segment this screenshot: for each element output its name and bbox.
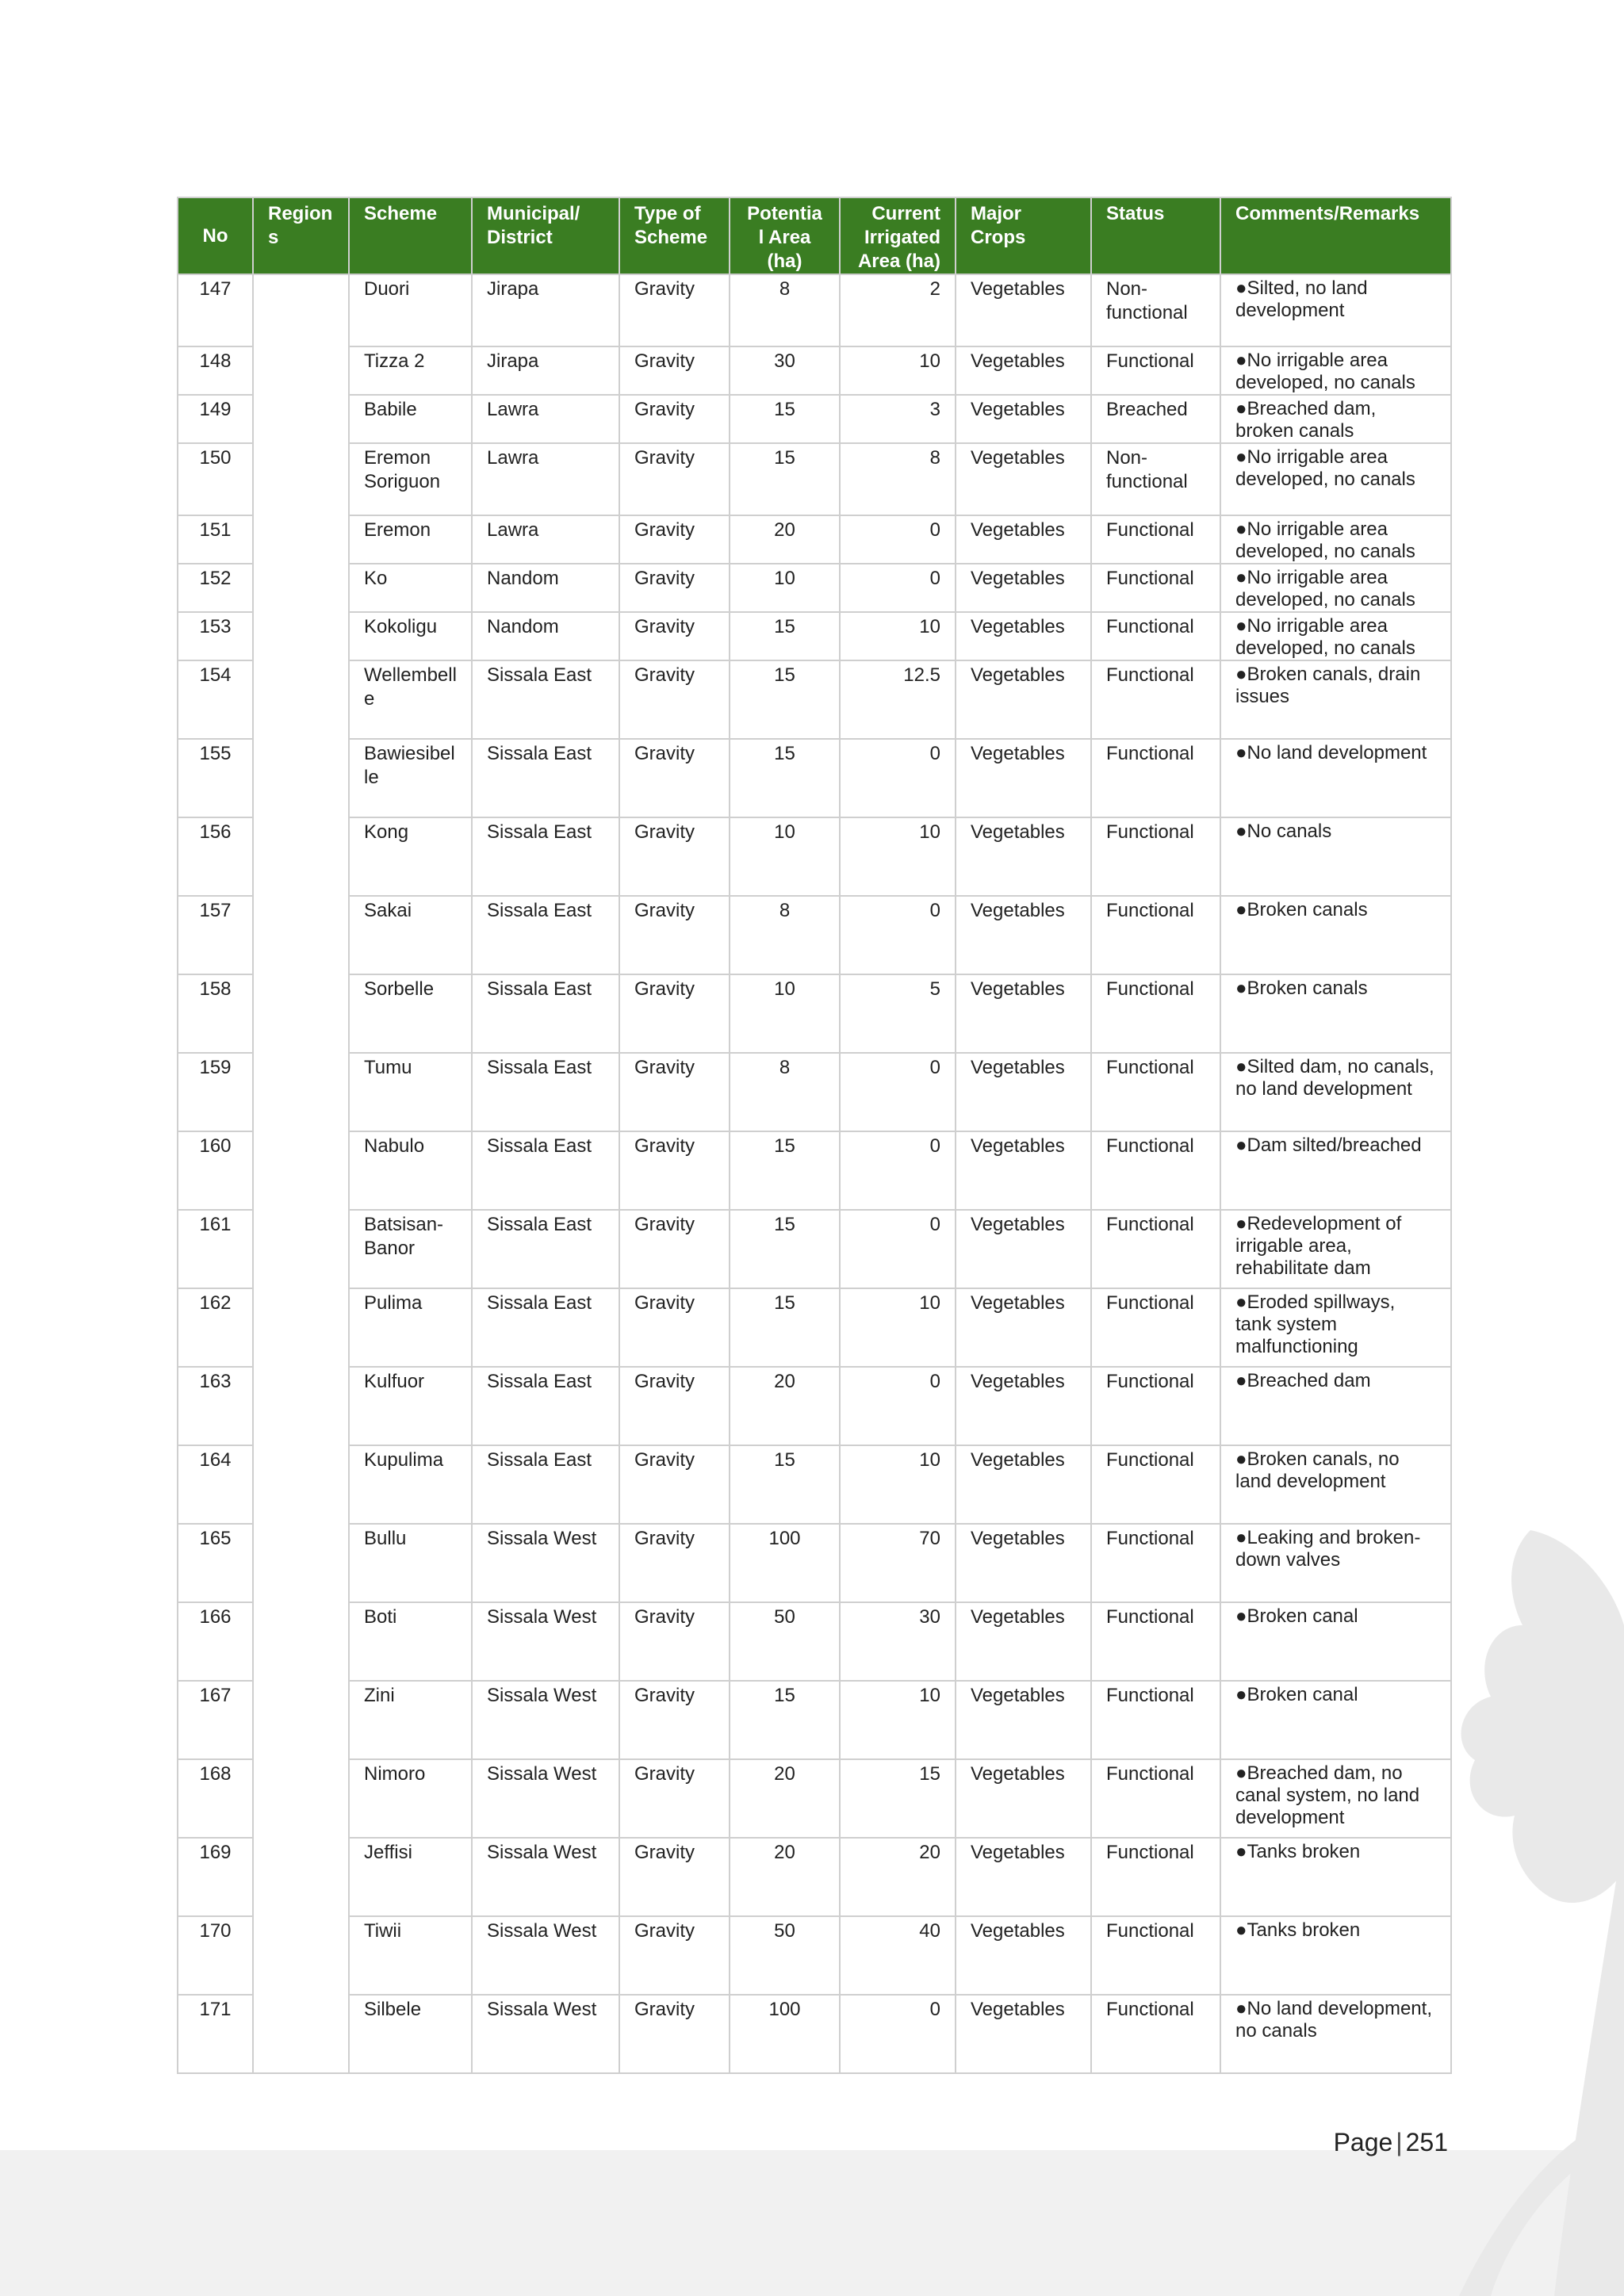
table-row xyxy=(178,1916,1451,1995)
cell-comments: ●Broken canals, drain issues xyxy=(1220,660,1451,739)
table-row xyxy=(178,612,1451,660)
table-row xyxy=(178,1602,1451,1681)
cell-scheme: Ko xyxy=(349,564,472,612)
cell-scheme: Tiwii xyxy=(349,1916,472,1995)
cell-potential-area: 100 xyxy=(730,1524,840,1602)
cell-potential-area: 15 xyxy=(730,1210,840,1288)
cell-current-area: 15 xyxy=(840,1759,956,1838)
header-type: Type of Scheme xyxy=(619,197,730,274)
cell-potential-area: 15 xyxy=(730,739,840,817)
cell-major-crops: Vegetables xyxy=(956,1524,1091,1602)
cell-status: Functional xyxy=(1091,896,1220,974)
cell-current-area: 0 xyxy=(840,515,956,564)
cell-scheme: Tumu xyxy=(349,1053,472,1131)
cell-comments: ●Tanks broken xyxy=(1220,1838,1451,1916)
cell-current-area: 2 xyxy=(840,274,956,346)
cell-scheme: Nabulo xyxy=(349,1131,472,1210)
cell-current-area: 0 xyxy=(840,564,956,612)
cell-type: Gravity xyxy=(619,564,730,612)
cell-municipal: Sissala East xyxy=(472,739,619,817)
cell-scheme: Bawiesibel le xyxy=(349,739,472,817)
cell-municipal: Sissala East xyxy=(472,1210,619,1288)
cell-current-area: 0 xyxy=(840,1210,956,1288)
cell-no: 156 xyxy=(178,817,253,896)
cell-no: 147 xyxy=(178,274,253,346)
cell-type: Gravity xyxy=(619,1210,730,1288)
cell-current-area: 0 xyxy=(840,1053,956,1131)
header-region: Region s xyxy=(253,197,349,274)
cell-type: Gravity xyxy=(619,1602,730,1681)
cell-major-crops: Vegetables xyxy=(956,1838,1091,1916)
cell-potential-area: 20 xyxy=(730,1838,840,1916)
cell-scheme: Wellembell e xyxy=(349,660,472,739)
cell-type: Gravity xyxy=(619,1445,730,1524)
page-number-value: 251 xyxy=(1405,2128,1448,2156)
cell-type: Gravity xyxy=(619,1759,730,1838)
table-row xyxy=(178,515,1451,564)
cell-comments: ●Breached dam, no canal system, no land development xyxy=(1220,1759,1451,1838)
table-row xyxy=(178,274,1451,346)
cell-municipal: Jirapa xyxy=(472,274,619,346)
cell-comments: ●Tanks broken xyxy=(1220,1916,1451,1995)
cell-status: Functional xyxy=(1091,739,1220,817)
cell-comments: ●No land development, no canals xyxy=(1220,1995,1451,2073)
cell-potential-area: 15 xyxy=(730,660,840,739)
cell-potential-area: 15 xyxy=(730,1288,840,1367)
cell-status: Functional xyxy=(1091,1995,1220,2073)
cell-status: Functional xyxy=(1091,1053,1220,1131)
cell-scheme: Bullu xyxy=(349,1524,472,1602)
cell-scheme: Kupulima xyxy=(349,1445,472,1524)
cell-no: 171 xyxy=(178,1995,253,2073)
cell-municipal: Nandom xyxy=(472,564,619,612)
cell-comments: ●Broken canals, no land development xyxy=(1220,1445,1451,1524)
cell-comments: ●Broken canals xyxy=(1220,974,1451,1053)
cell-potential-area: 20 xyxy=(730,515,840,564)
cell-comments: ●Redevelopment of irrigable area, rehabilitate dam xyxy=(1220,1210,1451,1288)
cell-scheme: Babile xyxy=(349,395,472,443)
cell-comments: ●Dam silted/breached xyxy=(1220,1131,1451,1210)
cell-potential-area: 15 xyxy=(730,1131,840,1210)
cell-municipal: Sissala West xyxy=(472,1838,619,1916)
cell-potential-area: 50 xyxy=(730,1602,840,1681)
cell-type: Gravity xyxy=(619,443,730,515)
cell-current-area: 0 xyxy=(840,1131,956,1210)
cell-current-area: 8 xyxy=(840,443,956,515)
cell-municipal: Nandom xyxy=(472,612,619,660)
cell-no: 166 xyxy=(178,1602,253,1681)
cell-comments: ●Broken canal xyxy=(1220,1681,1451,1759)
cell-municipal: Sissala West xyxy=(472,1916,619,1995)
cell-no: 151 xyxy=(178,515,253,564)
cell-type: Gravity xyxy=(619,1995,730,2073)
table-row xyxy=(178,1995,1451,2073)
table-row xyxy=(178,443,1451,515)
table-row xyxy=(178,1759,1451,1838)
cell-potential-area: 15 xyxy=(730,612,840,660)
cell-no: 167 xyxy=(178,1681,253,1759)
cell-no: 161 xyxy=(178,1210,253,1288)
cell-municipal: Sissala East xyxy=(472,817,619,896)
cell-type: Gravity xyxy=(619,346,730,395)
cell-potential-area: 15 xyxy=(730,443,840,515)
header-comments: Comments/Remarks xyxy=(1220,197,1451,274)
cell-status: Functional xyxy=(1091,817,1220,896)
cell-status: Functional xyxy=(1091,564,1220,612)
cell-type: Gravity xyxy=(619,896,730,974)
cell-major-crops: Vegetables xyxy=(956,395,1091,443)
cell-current-area: 0 xyxy=(840,1995,956,2073)
cell-potential-area: 10 xyxy=(730,817,840,896)
cell-municipal: Sissala East xyxy=(472,1367,619,1445)
page-number xyxy=(1334,2128,1448,2157)
table-row xyxy=(178,1445,1451,1524)
cell-major-crops: Vegetables xyxy=(956,274,1091,346)
cell-no: 150 xyxy=(178,443,253,515)
cell-municipal: Sissala West xyxy=(472,1681,619,1759)
table-row xyxy=(178,660,1451,739)
cell-potential-area: 15 xyxy=(730,395,840,443)
cell-no: 164 xyxy=(178,1445,253,1524)
cell-potential-area: 15 xyxy=(730,1681,840,1759)
cell-comments: ●Breached dam xyxy=(1220,1367,1451,1445)
cell-municipal: Lawra xyxy=(472,395,619,443)
cell-comments: ●No irrigable area developed, no canals xyxy=(1220,443,1451,515)
cell-potential-area: 8 xyxy=(730,274,840,346)
cell-potential-area: 8 xyxy=(730,896,840,974)
cell-scheme: Batsisan-Banor xyxy=(349,1210,472,1288)
cell-no: 148 xyxy=(178,346,253,395)
cell-comments: ●No land development xyxy=(1220,739,1451,817)
cell-type: Gravity xyxy=(619,1131,730,1210)
cell-status: Functional xyxy=(1091,1759,1220,1838)
cell-major-crops: Vegetables xyxy=(956,1367,1091,1445)
page-separator: | xyxy=(1396,2128,1403,2156)
cell-scheme: Nimoro xyxy=(349,1759,472,1838)
cell-comments: ●Eroded spillways, tank system malfunctioning xyxy=(1220,1288,1451,1367)
cell-comments: ●Silted dam, no canals, no land development xyxy=(1220,1053,1451,1131)
cell-status: Functional xyxy=(1091,1445,1220,1524)
cell-type: Gravity xyxy=(619,612,730,660)
cell-no: 159 xyxy=(178,1053,253,1131)
cell-current-area: 0 xyxy=(840,1367,956,1445)
header-no: No xyxy=(178,197,253,274)
cell-major-crops: Vegetables xyxy=(956,896,1091,974)
cell-comments: ●No irrigable area developed, no canals xyxy=(1220,612,1451,660)
cell-type: Gravity xyxy=(619,974,730,1053)
cell-type: Gravity xyxy=(619,1916,730,1995)
cell-major-crops: Vegetables xyxy=(956,515,1091,564)
cell-type: Gravity xyxy=(619,1524,730,1602)
cell-status: Functional xyxy=(1091,1131,1220,1210)
table-row xyxy=(178,817,1451,896)
cell-scheme: Zini xyxy=(349,1681,472,1759)
cell-no: 170 xyxy=(178,1916,253,1995)
cell-municipal: Sissala East xyxy=(472,1053,619,1131)
table-row xyxy=(178,896,1451,974)
cell-municipal: Lawra xyxy=(472,443,619,515)
cell-status: Functional xyxy=(1091,1916,1220,1995)
cell-type: Gravity xyxy=(619,515,730,564)
cell-status: Functional xyxy=(1091,612,1220,660)
cell-major-crops: Vegetables xyxy=(956,564,1091,612)
cell-comments: ●Broken canals xyxy=(1220,896,1451,974)
cell-status: Breached xyxy=(1091,395,1220,443)
cell-current-area: 10 xyxy=(840,346,956,395)
table-row xyxy=(178,1838,1451,1916)
cell-status: Functional xyxy=(1091,660,1220,739)
cell-scheme: Sorbelle xyxy=(349,974,472,1053)
header-scheme: Scheme xyxy=(349,197,472,274)
cell-major-crops: Vegetables xyxy=(956,612,1091,660)
table-row xyxy=(178,974,1451,1053)
cell-type: Gravity xyxy=(619,395,730,443)
cell-scheme: Eremon Soriguon xyxy=(349,443,472,515)
cell-municipal: Sissala West xyxy=(472,1759,619,1838)
cell-current-area: 40 xyxy=(840,1916,956,1995)
footer-band xyxy=(0,2150,1624,2296)
cell-status: Functional xyxy=(1091,1602,1220,1681)
cell-no: 152 xyxy=(178,564,253,612)
cell-current-area: 0 xyxy=(840,739,956,817)
cell-potential-area: 10 xyxy=(730,974,840,1053)
cell-no: 162 xyxy=(178,1288,253,1367)
cell-municipal: Jirapa xyxy=(472,346,619,395)
cell-no: 154 xyxy=(178,660,253,739)
table-row xyxy=(178,1288,1451,1367)
cell-potential-area: 30 xyxy=(730,346,840,395)
cell-municipal: Sissala East xyxy=(472,1445,619,1524)
cell-current-area: 0 xyxy=(840,896,956,974)
cell-type: Gravity xyxy=(619,1367,730,1445)
cell-municipal: Sissala West xyxy=(472,1995,619,2073)
cell-major-crops: Vegetables xyxy=(956,739,1091,817)
cell-status: Non-functional xyxy=(1091,443,1220,515)
cell-type: Gravity xyxy=(619,660,730,739)
cell-no: 165 xyxy=(178,1524,253,1602)
cell-major-crops: Vegetables xyxy=(956,1995,1091,2073)
table-row xyxy=(178,346,1451,395)
cell-no: 149 xyxy=(178,395,253,443)
cell-scheme: Jeffisi xyxy=(349,1838,472,1916)
cell-major-crops: Vegetables xyxy=(956,346,1091,395)
cell-status: Functional xyxy=(1091,974,1220,1053)
cell-comments: ●No irrigable area developed, no canals xyxy=(1220,346,1451,395)
header-potential-area: Potentia l Area (ha) xyxy=(730,197,840,274)
cell-potential-area: 20 xyxy=(730,1367,840,1445)
cell-major-crops: Vegetables xyxy=(956,1602,1091,1681)
cell-current-area: 10 xyxy=(840,1445,956,1524)
table-row xyxy=(178,1681,1451,1759)
cell-status: Functional xyxy=(1091,346,1220,395)
cell-municipal: Sissala West xyxy=(472,1524,619,1602)
cell-major-crops: Vegetables xyxy=(956,1681,1091,1759)
cell-status: Non-functional xyxy=(1091,274,1220,346)
cell-current-area: 20 xyxy=(840,1838,956,1916)
cell-major-crops: Vegetables xyxy=(956,1053,1091,1131)
cell-type: Gravity xyxy=(619,1053,730,1131)
cell-scheme: Silbele xyxy=(349,1995,472,2073)
cell-type: Gravity xyxy=(619,1681,730,1759)
cell-current-area: 10 xyxy=(840,1288,956,1367)
cell-comments: ●Breached dam, broken canals xyxy=(1220,395,1451,443)
cell-status: Functional xyxy=(1091,1838,1220,1916)
cell-type: Gravity xyxy=(619,1838,730,1916)
header-major-crops: Major Crops xyxy=(956,197,1091,274)
cell-comments: ●No irrigable area developed, no canals xyxy=(1220,564,1451,612)
cell-no: 160 xyxy=(178,1131,253,1210)
table-row xyxy=(178,1367,1451,1445)
table-row xyxy=(178,564,1451,612)
cell-municipal: Sissala East xyxy=(472,974,619,1053)
cell-current-area: 30 xyxy=(840,1602,956,1681)
cell-comments: ●Silted, no land development xyxy=(1220,274,1451,346)
cell-municipal: Sissala West xyxy=(472,1602,619,1681)
cell-scheme: Tizza 2 xyxy=(349,346,472,395)
cell-major-crops: Vegetables xyxy=(956,1759,1091,1838)
cell-potential-area: 50 xyxy=(730,1916,840,1995)
cell-municipal: Sissala East xyxy=(472,660,619,739)
cell-no: 157 xyxy=(178,896,253,974)
cell-major-crops: Vegetables xyxy=(956,1288,1091,1367)
cell-municipal: Sissala East xyxy=(472,1131,619,1210)
table-row xyxy=(178,395,1451,443)
cell-status: Functional xyxy=(1091,1210,1220,1288)
cell-comments: ●No canals xyxy=(1220,817,1451,896)
cell-potential-area: 15 xyxy=(730,1445,840,1524)
cell-major-crops: Vegetables xyxy=(956,1131,1091,1210)
cell-scheme: Kong xyxy=(349,817,472,896)
cell-scheme: Pulima xyxy=(349,1288,472,1367)
cell-current-area: 70 xyxy=(840,1524,956,1602)
cell-current-area: 5 xyxy=(840,974,956,1053)
header-municipal: Municipal/ District xyxy=(472,197,619,274)
cell-major-crops: Vegetables xyxy=(956,1210,1091,1288)
cell-type: Gravity xyxy=(619,1288,730,1367)
cell-major-crops: Vegetables xyxy=(956,974,1091,1053)
cell-potential-area: 100 xyxy=(730,1995,840,2073)
cell-current-area: 10 xyxy=(840,1681,956,1759)
cell-current-area: 10 xyxy=(840,612,956,660)
cell-major-crops: Vegetables xyxy=(956,1445,1091,1524)
cell-comments: ●No irrigable area developed, no canals xyxy=(1220,515,1451,564)
cell-status: Functional xyxy=(1091,1681,1220,1759)
cell-no: 163 xyxy=(178,1367,253,1445)
cell-region xyxy=(253,274,349,2073)
cell-no: 169 xyxy=(178,1838,253,1916)
cell-potential-area: 8 xyxy=(730,1053,840,1131)
cell-potential-area: 20 xyxy=(730,1759,840,1838)
cell-comments: ●Leaking and broken-down valves xyxy=(1220,1524,1451,1602)
cell-current-area: 3 xyxy=(840,395,956,443)
table-row xyxy=(178,1210,1451,1288)
cell-potential-area: 10 xyxy=(730,564,840,612)
cell-type: Gravity xyxy=(619,817,730,896)
irrigation-schemes-table xyxy=(177,197,1452,2074)
cell-current-area: 10 xyxy=(840,817,956,896)
table-row xyxy=(178,1524,1451,1602)
cell-municipal: Sissala East xyxy=(472,896,619,974)
cell-current-area: 12.5 xyxy=(840,660,956,739)
cell-municipal: Lawra xyxy=(472,515,619,564)
header-current-area: Current Irrigated Area (ha) xyxy=(840,197,956,274)
table-header-row xyxy=(178,197,1451,274)
cell-type: Gravity xyxy=(619,274,730,346)
cell-major-crops: Vegetables xyxy=(956,660,1091,739)
cell-scheme: Kulfuor xyxy=(349,1367,472,1445)
cell-scheme: Eremon xyxy=(349,515,472,564)
cell-status: Functional xyxy=(1091,1288,1220,1367)
cell-scheme: Boti xyxy=(349,1602,472,1681)
cell-scheme: Kokoligu xyxy=(349,612,472,660)
cell-municipal: Sissala East xyxy=(472,1288,619,1367)
cell-no: 153 xyxy=(178,612,253,660)
cell-status: Functional xyxy=(1091,1367,1220,1445)
cell-scheme: Duori xyxy=(349,274,472,346)
cell-scheme: Sakai xyxy=(349,896,472,974)
table-row xyxy=(178,1053,1451,1131)
cell-type: Gravity xyxy=(619,739,730,817)
table-body xyxy=(178,274,1451,2073)
cell-no: 155 xyxy=(178,739,253,817)
cell-comments: ●Broken canal xyxy=(1220,1602,1451,1681)
cell-major-crops: Vegetables xyxy=(956,443,1091,515)
cell-major-crops: Vegetables xyxy=(956,817,1091,896)
table-row xyxy=(178,739,1451,817)
cell-major-crops: Vegetables xyxy=(956,1916,1091,1995)
cell-no: 168 xyxy=(178,1759,253,1838)
cell-status: Functional xyxy=(1091,515,1220,564)
cell-no: 158 xyxy=(178,974,253,1053)
table-row xyxy=(178,1131,1451,1210)
page-label: Page xyxy=(1333,2128,1393,2156)
cell-status: Functional xyxy=(1091,1524,1220,1602)
header-status: Status xyxy=(1091,197,1220,274)
